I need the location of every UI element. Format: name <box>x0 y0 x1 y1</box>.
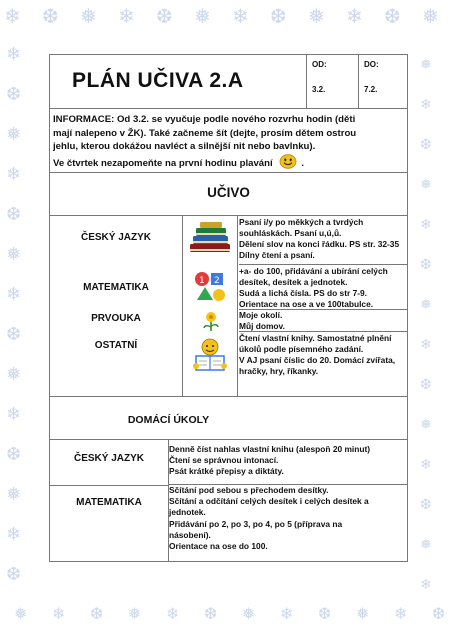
snowflake-icon: ❆ <box>318 604 332 623</box>
snowflake-icon: ❅ <box>6 244 22 265</box>
snowflake-icon: ❅ <box>242 604 256 623</box>
prvouka-description <box>239 310 405 332</box>
snowflake-icon: ❅ <box>80 4 97 28</box>
text-line: Psát krátké přepisy a diktáty. <box>169 466 284 477</box>
snowflake-icon: ❅ <box>6 484 22 505</box>
snowflake-icon: ❅ <box>420 537 432 553</box>
homework-heading: DOMÁCÍ ÚKOLY <box>127 414 210 426</box>
subject-ostatni: OSTATNÍ <box>94 340 138 351</box>
text-line: Sčítání pod sebou s přechodem desítky. <box>169 485 329 495</box>
snowflake-icon: ❆ <box>420 257 432 273</box>
text-line: Čtení se správnou intonací. <box>169 455 279 466</box>
snowflake-icon: ❄ <box>394 604 408 623</box>
svg-text:2: 2 <box>214 276 220 286</box>
text-line: Orientace na ose do 100. <box>169 541 268 552</box>
subject-prvouka: PRVOUKA <box>91 313 141 324</box>
books-icon <box>187 222 233 261</box>
snowflake-icon: ❅ <box>128 604 142 623</box>
snowflake-icon: ❄ <box>6 524 22 545</box>
snowflake-icon: ❄ <box>232 4 249 28</box>
text-line: Dělení slov na konci řádku. PS str. 32-35 <box>239 239 400 249</box>
snowflake-icon: ❅ <box>14 604 28 623</box>
text-line: jednotek. <box>169 507 206 518</box>
text-line: Čtení vlastní knihy. Samostatné plnění <box>239 333 392 343</box>
info-line: mají nalepeno v ŽK). Také začneme šít (dejte, prosím dětem ostrou <box>53 127 357 139</box>
svg-text:1: 1 <box>199 276 205 286</box>
text-line: V AJ psaní číslic do 20. Domácí zvířata, <box>239 355 396 365</box>
snowflake-icon: ❆ <box>90 604 104 623</box>
snowflake-icon: ❅ <box>420 177 432 193</box>
snowflake-icon: ❄ <box>420 457 432 473</box>
do-value: 7.2. <box>364 85 378 94</box>
info-line: jehlu, kterou dokážou navléct a silnější nit nebo bavlnku). <box>53 141 316 152</box>
snowflake-icon: ❅ <box>6 364 22 385</box>
snowflake-icon: ❄ <box>6 164 22 185</box>
subject-math: MATEMATIKA <box>83 282 149 293</box>
snowflake-icon: ❆ <box>420 137 432 153</box>
snowflake-icon: ❄ <box>6 404 22 425</box>
text-line: Moje okolí. <box>239 310 283 320</box>
snowflake-icon: ❅ <box>356 604 370 623</box>
text-line: Sudá a lichá čísla. PS do str 7-9. <box>239 288 368 298</box>
info-line <box>53 154 356 174</box>
snowflake-icon: ❅ <box>6 124 22 145</box>
snowflake-icon: ❆ <box>6 204 22 225</box>
flower-icon <box>200 310 222 337</box>
uciva-heading: UČIVO <box>207 185 250 200</box>
text-line: +a- do 100, přidávání a ubírání celých <box>239 266 388 276</box>
snowflake-icon: ❄ <box>4 4 21 28</box>
snowflake-icon: ❆ <box>432 604 446 623</box>
snowflake-icon: ❆ <box>156 4 173 28</box>
page-title: PLÁN UČIVA 2.A <box>72 69 244 92</box>
snowflake-icon: ❅ <box>308 4 325 28</box>
snowflake-icon: ❄ <box>166 604 180 623</box>
snowflake-icon: ❄ <box>346 4 363 28</box>
snowflake-icon: ❄ <box>6 44 22 65</box>
snowflake-icon: ❆ <box>384 4 401 28</box>
ostatni-description <box>239 333 405 377</box>
homework-math-description <box>169 485 405 552</box>
snowflake-icon: ❄ <box>6 284 22 305</box>
snowflake-icon: ❆ <box>420 377 432 393</box>
homework-heading-row <box>50 397 407 440</box>
snowflake-icon: ❆ <box>420 497 432 513</box>
snowflake-icon: ❄ <box>118 4 135 28</box>
snowflake-icon: ❆ <box>42 4 59 28</box>
do-label: DO: <box>364 60 379 69</box>
lesson-plan-sheet <box>49 54 408 562</box>
reading-figure-icon <box>190 336 230 381</box>
snowflake-icon: ❅ <box>422 4 439 28</box>
snowflake-icon: ❄ <box>420 577 432 593</box>
info-line-end: . <box>301 157 304 169</box>
snowflake-icon: ❄ <box>420 97 432 113</box>
text-line: Orientace na ose a ve 100tabulce. <box>239 299 374 309</box>
od-value: 3.2. <box>312 85 326 94</box>
info-text <box>53 113 356 173</box>
math-figures-icon <box>193 270 227 309</box>
info-line: INFORMACE: Od 3.2. se vyučuje podle nového rozvrhu hodin (děti <box>53 114 356 125</box>
snowflake-icon: ❆ <box>204 604 218 623</box>
snowflake-icon: ❄ <box>420 217 432 233</box>
snowflake-icon: ❆ <box>6 444 22 465</box>
snowflake-icon: ❄ <box>280 604 294 623</box>
header-row <box>50 55 407 109</box>
snowflake-icon: ❆ <box>6 84 22 105</box>
homework-czech-description <box>169 444 405 478</box>
snowflake-icon: ❆ <box>6 564 22 585</box>
text-line: násobení). <box>169 529 211 540</box>
snowflake-icon: ❆ <box>270 4 287 28</box>
text-line: Denně číst nahlas vlastní knihu (alespoň 20 minut) <box>169 444 371 454</box>
uciva-heading-row <box>50 173 407 216</box>
text-line: Můj domov. <box>239 321 285 331</box>
info-line-text: Ve čtvrtek nezapomeňte na první hodinu plavání <box>53 157 273 169</box>
text-line: desítek, desítek a jednotek. <box>239 277 348 287</box>
text-line: Psaní i/y po měkkých a tvrdých <box>239 217 364 227</box>
snowflake-icon: ❅ <box>420 417 432 433</box>
homework-subjects <box>50 440 407 561</box>
text-line: hračky, hry, říkanky. <box>239 366 319 376</box>
info-row <box>50 109 407 173</box>
snowflake-icon: ❄ <box>52 604 66 623</box>
snowflake-icon: ❅ <box>194 4 211 28</box>
text-line: Sčítání a odčítání celých desítek i celých desítek a <box>169 496 369 507</box>
homework-math: MATEMATIKA <box>76 497 142 508</box>
text-line: Přidávání po 2, po 3, po 4, po 5 (příprava na <box>169 518 343 529</box>
homework-czech: ČESKÝ JAZYK <box>73 453 144 464</box>
text-line: souhláskách. Psaní u,ú,ů. <box>239 228 342 238</box>
math-description <box>239 266 405 310</box>
text-line: Dílny čtení a psaní. <box>239 250 315 260</box>
snowflake-icon: ❅ <box>420 297 432 313</box>
uciva-subjects <box>50 216 407 397</box>
smiley-icon <box>279 154 297 174</box>
snowflake-icon: ❅ <box>420 57 432 73</box>
subject-czech: ČESKÝ JAZYK <box>80 232 151 243</box>
snowflake-icon: ❆ <box>6 324 22 345</box>
text-line: úkolů podle písemného zadání. <box>239 344 364 354</box>
czech-description <box>239 217 405 261</box>
snowflake-icon: ❄ <box>420 337 432 353</box>
od-label: OD: <box>312 60 327 69</box>
